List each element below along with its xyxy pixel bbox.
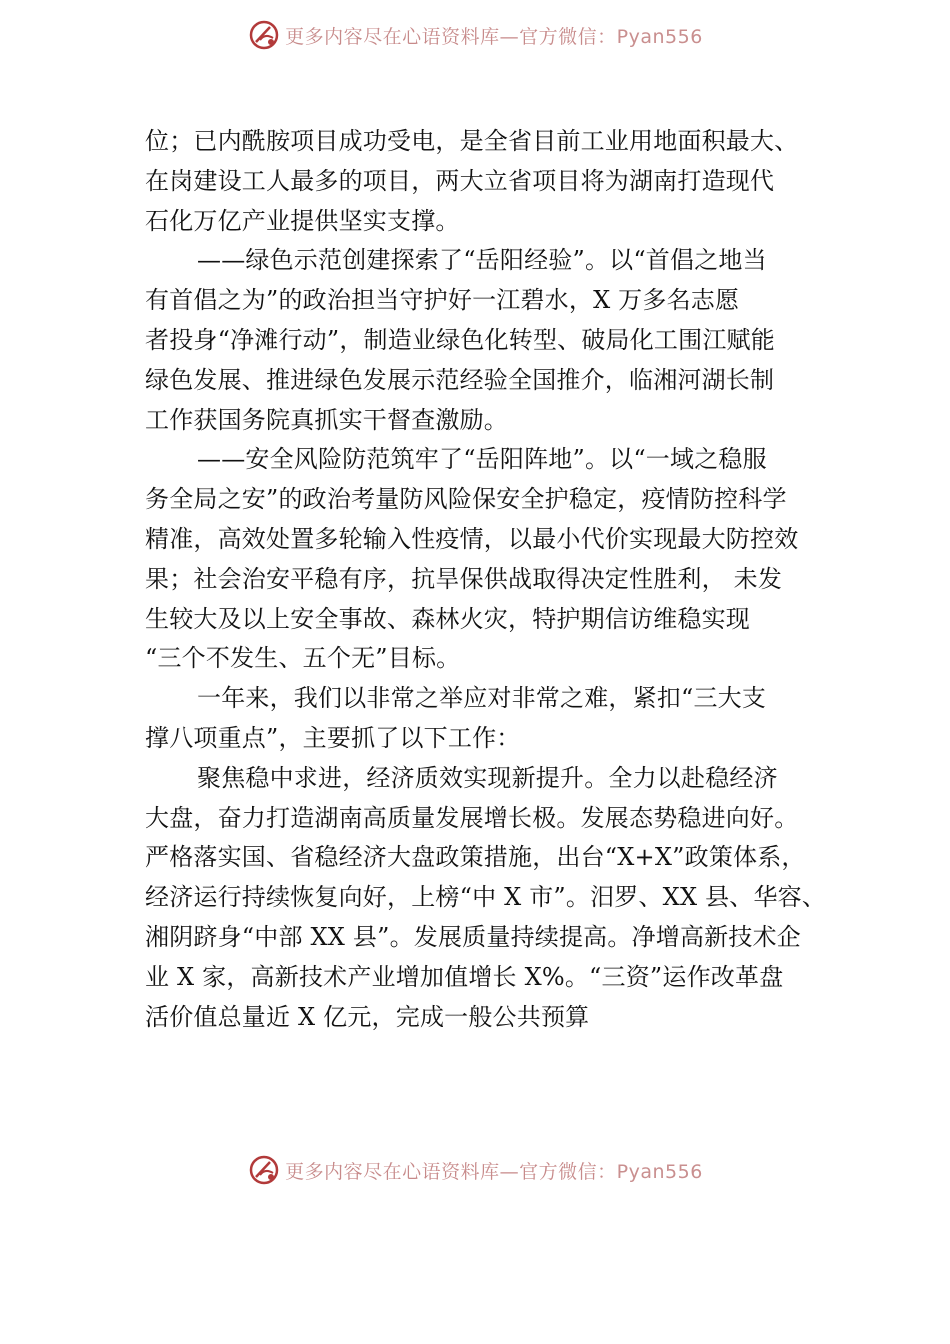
- text-line: 石化万亿产业提供坚实支撑。: [145, 206, 460, 235]
- document-body: [145, 122, 825, 1037]
- text-line: 聚焦稳中求进，经济质效实现新提升。全力以赴稳经济: [197, 763, 778, 792]
- text-line: 严格落实国、省稳经济大盘政策措施，出台“X+X”政策体系，: [145, 843, 806, 872]
- text-line: 一年来，我们以非常之举应对非常之难，紧扣“三大支: [197, 684, 767, 713]
- text-line: 大盘，奋力打造湖南高质量发展增长极。发展态势稳进向好。: [145, 803, 799, 832]
- text-line: 生较大及以上安全事故、森林火灾，特护期信访维稳实现: [145, 604, 750, 633]
- text-line: 撑八项重点”，主要抓了以下工作：: [145, 723, 521, 752]
- watermark-text: 更多内容尽在心语资料库—官方微信：Pyan556: [285, 1160, 703, 1183]
- text-line: 工作获国务院真抓实干督查激励。: [145, 405, 508, 434]
- text-line: 业 X 家，高新技术产业增加值增长 X%。“三资”运作改革盘: [145, 962, 784, 991]
- text-line: 绿色发展、推进绿色发展示范经验全国推介，临湘河湖长制: [145, 365, 775, 394]
- text-line: 务全局之安”的政治考量防风险保安全护稳定，疫情防控科学: [145, 485, 787, 514]
- text-line: 果；社会治安平稳有序，抗旱保供战取得决定性胜利， 未发: [145, 564, 783, 593]
- text-line: 经济运行持续恢复向好，上榜“中 X 市”。汨罗、XX 县、华容、: [145, 883, 827, 912]
- text-line: 位；已内酰胺项目成功受电，是全省目前工业用地面积最大、: [145, 127, 799, 155]
- text-line: 者投身“净滩行动”，制造业绿色化转型、破局化工围江赋能: [145, 325, 775, 354]
- text-line: 在岗建设工人最多的项目，两大立省项目将为湖南打造现代: [145, 166, 775, 195]
- watermark-wechat-id: Pyan556: [616, 1160, 703, 1183]
- text-line: “三个不发生、五个无”目标。: [145, 644, 461, 673]
- text-line: 活价值总量近 X 亿元，完成一般公共预算: [145, 1002, 590, 1031]
- text-line: 湘阴跻身“中部 XX 县”。发展质量持续提高。净增高新技术企: [145, 922, 801, 951]
- text-line: ——绿色示范创建探索了“岳阳经验”。以“首倡之地当: [197, 246, 767, 275]
- logo-seal-icon: [247, 1153, 281, 1187]
- text-line: 有首倡之为”的政治担当守护好一江碧水，X 万多名志愿: [145, 286, 740, 315]
- watermark-wechat-id: Pyan556: [616, 25, 703, 48]
- watermark-text: 更多内容尽在心语资料库—官方微信：Pyan556: [285, 25, 703, 48]
- text-line: ——安全风险防范筑牢了“岳阳阵地”。以“一域之稳服: [197, 445, 767, 474]
- header-watermark: [0, 15, 950, 55]
- footer-watermark: [0, 1150, 950, 1190]
- logo-seal-icon: [247, 18, 281, 52]
- text-line: 精准，高效处置多轮输入性疫情，以最小代价实现最大防控效: [145, 524, 799, 553]
